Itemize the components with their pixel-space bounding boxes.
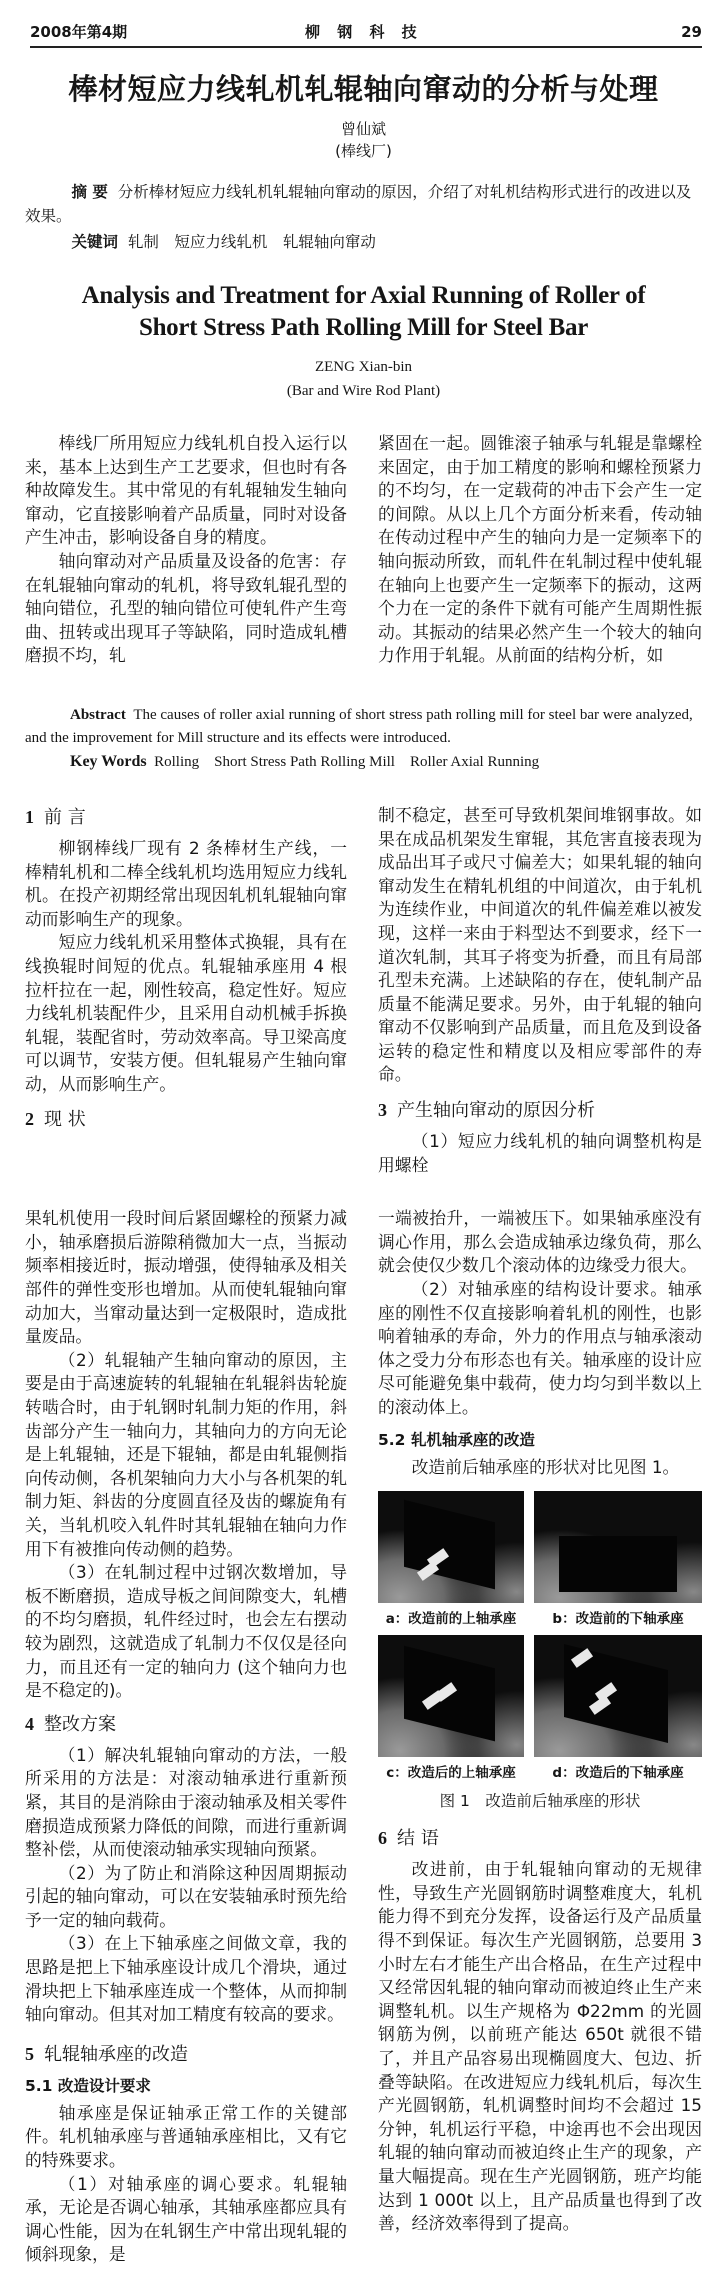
section-heading: 3 产生轴向窜动的原因分析 bbox=[378, 1100, 595, 1122]
paragraph: 一端被抬升，一端被压下。如果轴承座没有调心作用，那么会造成轴承边缘负荷，那么就会使仅少数几个滚动体的边缘受力很大。 bbox=[378, 1208, 702, 1276]
sections-1-3-band bbox=[25, 804, 702, 1177]
paragraph: （2）轧辊轴产生轴向窜动的原因，主要是由于高速旋转的轧辊轴在轧辊斜齿轮旋转啮合时，由于轧钢时轧制力矩的作用，斜齿部分产生一轴向力，其轴向力的方向无论是上轧辊轴，还是下辊轴，都是由轧辊侧指向传动侧，各机架轴向力大小与各机架的轧制力矩、斜齿的分度圆直径及齿的螺旋角有关，当轧机咬入轧件时其轧辊轴在轴向力作用下有被推向传动侧的趋势。 bbox=[25, 1349, 347, 1559]
running-header bbox=[30, 22, 702, 46]
caption-a: a：改造前的上轴承座 bbox=[385, 1611, 517, 1628]
section-1 bbox=[25, 804, 347, 1140]
paragraph: 轴承座是保证轴承正常工作的关键部件。轧机轴承座与普通轴承座相比，又有它的特殊要求。 bbox=[25, 2102, 347, 2171]
affiliation-en: (Bar and Wire Rod Plant) bbox=[286, 383, 441, 399]
page-title: 棒材短应力线轧机轧辊轴向窜动的分析与处理 bbox=[68, 72, 659, 106]
abstract-label: 摘 要 bbox=[71, 183, 108, 201]
paragraph: （2）为了防止和消除这种因周期振动引起的轴向窜动，可以在安装轴承时预先给予一定的轴向载荷。 bbox=[25, 1862, 347, 1930]
section-heading: 4 整改方案 bbox=[25, 1713, 116, 1735]
keywords-label: 关键词 bbox=[71, 233, 119, 251]
page-number: 29 bbox=[681, 23, 702, 41]
paragraph: 果轧机使用一段时间后紧固螺栓的预紧力减小，轴承磨损后游隙稍微加大一点，当振动频率相接近时，振动增强，使得轴承及相关部件的弹性变形也增加。从而使轧辊轴向窜动加大，当窜动量达到一定极限时，造成批量废品。 bbox=[25, 1208, 347, 1347]
paragraph: （1）解决轧辊轴向窜动的方法，一般所采用的方法是：对滚动轴承进行重新预紧，其目的是消除由于滚动轴承及相关零件磨损造成预紧力降低的间隙，而进行重新调整补偿，从而使滚动轴承实现轴向预紧。 bbox=[25, 1744, 347, 1860]
lower-right-column bbox=[378, 1207, 702, 2235]
photo-a-upper-chock-before bbox=[378, 1491, 524, 1603]
figure-1 bbox=[378, 1491, 702, 1783]
header-rule bbox=[30, 46, 702, 48]
paragraph: 轴向窜动对产品质量及设备的危害：存在轧辊轴向窜动的轧机，将导致轧辊孔型的轴向错位，孔型的轴向错位可使轧件产生弯曲、扭转或出现耳子等缺陷，同时造成轧槽磨损不均，轧 bbox=[25, 550, 347, 666]
section-heading: 5 轧辊轴承座的改造 bbox=[25, 2043, 188, 2065]
figure-caption: 图 1 改造前后轴承座的形状 bbox=[439, 1792, 641, 1811]
intro-left-column bbox=[25, 432, 347, 668]
paragraph: 柳钢棒线厂现有 2 条棒材生产线，一棒精轧机和二棒全线轧机均选用短应力线轧机。在投产初期经常出现因轧机轧辊轴向窜动而影响生产的现象。 bbox=[25, 837, 347, 929]
paragraph: 制不稳定，甚至可导致机架间堆钢事故。如果在成品机架发生窜辊，其危害直接表现为成品出耳子或尺寸偏差大；如果轧辊的轴向窜动发生在精轧机组的中间道次，由于轧机为连续作业，中间道次的轧件偏差难以被发现，这样一来由于料型达不到要求，经下一道次轧制，其耳子将变为折叠，而且有局部孔型未充满。上述缺陷的存在，使轧制产品质量不能满足要求。另外，由于轧辊的轴向窜动不仅影响到产品质量，而且危及到设备运转的稳定性和精度以及相应零部件的寿命。 bbox=[378, 804, 702, 1085]
abstract-text: 分析棒材短应力线轧机轧辊轴向窜动的原因，介绍了对轧机结构形式进行的改进以及效果。 bbox=[25, 183, 692, 225]
subsection-heading: 5.1 改造设计要求 bbox=[25, 2076, 151, 2095]
english-title-line1: Analysis and Treatment for Axial Running of Roller of bbox=[81, 282, 646, 309]
keywords-en-label: Key Words bbox=[70, 752, 147, 770]
section-heading: 2 现 状 bbox=[25, 1109, 86, 1131]
paragraph: （3）在轧制过程中过钢次数增加，导板不断磨损，造成导板之间间隙变大，轧槽的不均匀磨损，轧件经过时，也会左右摆动较为剧烈，这就造成了轧制力不仅仅是径向力，而且还有一定的轴向力 (这个轴向力也是不稳定的)。 bbox=[25, 1562, 347, 1701]
subsection-heading: 5.2 轧机轴承座的改造 bbox=[378, 1430, 535, 1449]
photo-b-lower-chock-before bbox=[534, 1491, 702, 1603]
caption-c: c：改造后的上轴承座 bbox=[386, 1765, 516, 1782]
keywords-en-text: Rolling Short Stress Path Rolling Mill Roller Axial Running bbox=[154, 753, 540, 770]
paragraph: 短应力线轧机采用整体式换辊，具有在线换辊时间短的优点。轧辊轴承座用 4 根拉杆拉在一起，刚性较高，稳定性好。短应力线轧机装配件少，且采用自动机械手拆换轧辊，装配省时，劳动效率高。导卫梁高度可以调节，安装方便。但轧辊易产生轴向窜动，从而影响生产。 bbox=[25, 932, 347, 1094]
abstract-en bbox=[25, 704, 702, 774]
paragraph: （1）短应力线轧机的轴向调整机构是用螺栓 bbox=[378, 1131, 702, 1175]
paragraph: 棒线厂所用短应力线轧机自投入运行以来，基本上达到生产工艺要求，但也时有各种故障发生。其中常见的有轧辊轴发生轴向窜动，它直接影响着产品质量，同时对设备产生冲击，影响设备自身的精度。 bbox=[25, 433, 347, 548]
section-2-continued bbox=[378, 804, 702, 1177]
caption-d: d：改造后的下轴承座 bbox=[552, 1765, 684, 1782]
section-heading: 6 结 语 bbox=[378, 1828, 439, 1850]
issue-label: 2008年第4期 bbox=[30, 23, 128, 41]
english-title bbox=[25, 280, 702, 344]
photo-c-upper-chock-after bbox=[378, 1635, 524, 1757]
abstract-en-text: The causes of roller axial running of short stress path rolling mill for steel bar were analyzed, and the improvement for Mill structure and its effects were introduced. bbox=[25, 706, 693, 746]
intro-band bbox=[25, 432, 702, 668]
abstract-cn bbox=[25, 180, 702, 254]
paragraph: （1）对轴承座的调心要求。轧辊轴承，无论是否调心轴承，其轴承座都应具有调心性能，因为在轧钢生产中常出现轧辊的倾斜现象，是 bbox=[25, 2173, 347, 2265]
author: 曾仙斌 bbox=[340, 120, 386, 138]
section-heading: 1 前 言 bbox=[25, 806, 86, 828]
keywords-text: 轧制 短应力线轧机 轧辊轴向窜动 bbox=[127, 233, 376, 251]
journal-name: 柳 钢 科 技 bbox=[305, 23, 423, 41]
english-title-line2: Short Stress Path Rolling Mill for Steel Bar bbox=[138, 314, 589, 341]
author-en: ZENG Xian-bin bbox=[314, 359, 413, 375]
lower-band bbox=[25, 1207, 702, 2267]
paragraph: 改造前后轴承座的形状对比见图 1。 bbox=[411, 1456, 680, 1477]
affiliation: (棒线厂) bbox=[335, 142, 392, 160]
paragraph: （2）对轴承座的结构设计要求。轴承座的刚性不仅直接影响着轧机的刚性，也影响着轴承的寿命，外力的作用点与轴承滚动体之受力分布形态也有关。轴承座的设计应尽可能避免集中载荷，使力均匀到半数以上的滚动体上。 bbox=[378, 1279, 702, 1417]
paragraph: 紧固在一起。圆锥滚子轴承与轧辊是靠螺栓来固定，由于加工精度的影响和螺栓预紧力的不均匀，在一定载荷的冲击下会产生一定的间隙。从以上几个方面分析来看，传动轴在传动过程中产生的轴向力是一定频率下的轴向振动所致，而轧件在轧制过程中使轧辊在轴向上也要产生一定频率下的振动，这两个力在一定的条件下就有可能产生周期性振动。其振动的结果必然产生一个较大的轴向力作用于轧辊。从前面的结构分析，如 bbox=[378, 433, 702, 666]
caption-b: b：改造前的下轴承座 bbox=[552, 1611, 684, 1628]
paragraph: 改进前，由于轧辊轴向窜动的无规律性，导致生产光圆钢筋时调整难度大，轧机能力得不到充分发挥，设备运行及产品质量得不到保证。每次生产光圆钢筋，总要用 3 小时左右才能生产出合格品，在生产过程中又经常因轧辊的轴向窜动而被迫终止生产来调整轧机。以生产规格为 Φ22mm 的光圆钢筋为例，以前班产能达 650t 就很不错了，并且产品容易出现椭圆度大、包边、折叠等缺陷。在改进短应力线轧机后，每次生产光圆钢筋，轧机调整时间均不会超过 15 分钟，轧机运行平稳，中途再也不会出现因轧辊的轴向窜动而被迫终止生产的现象，产量大幅提高。现在生产光圆钢筋，班产均能达到 1 000t 以上，且产品质量也得到了改善，经济效率得到了提高。 bbox=[378, 1859, 702, 2234]
abstract-en-label: Abstract bbox=[70, 706, 126, 723]
lower-left-column bbox=[25, 1207, 347, 2267]
photo-d-lower-chock-after bbox=[534, 1635, 702, 1757]
intro-right-column bbox=[378, 432, 702, 668]
paragraph: （3）在上下轴承座之间做文章，我的思路是把上下轴承座设计成几个滑块，通过滑块把上下轴承座连成一个整体，从而抑制轴向窜动。但其对加工精度有较高的要求。 bbox=[25, 1933, 347, 2025]
